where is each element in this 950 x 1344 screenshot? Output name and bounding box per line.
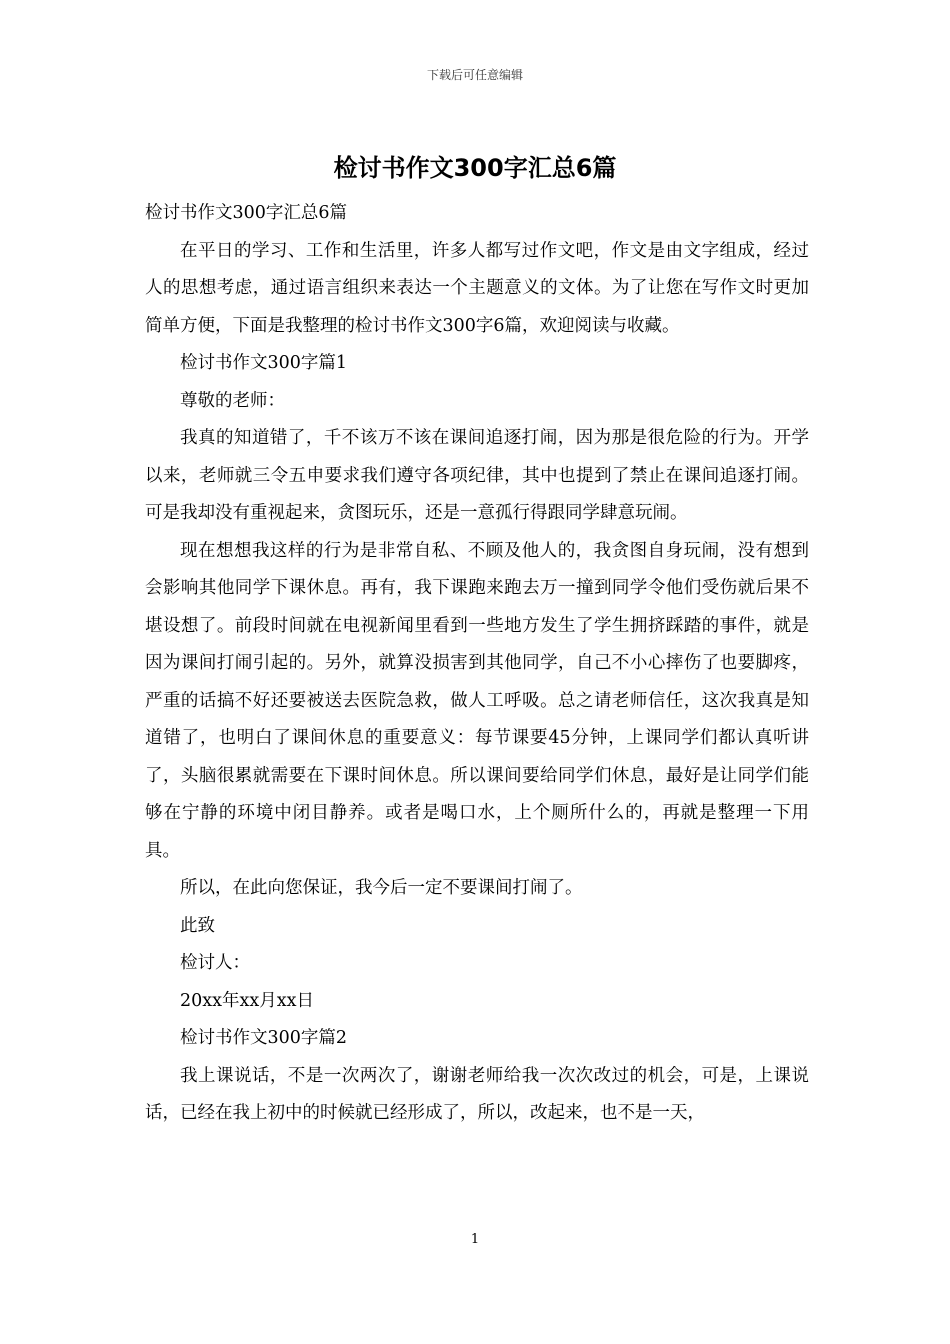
body-paragraph: 所以，在此向您保证，我今后一定不要课间打闹了。 — [180, 878, 583, 898]
body-paragraph: 检讨书作文300字汇总6篇 — [145, 203, 348, 223]
document-body — [145, 195, 809, 1133]
page-header-note: 下载后可任意编辑 — [426, 68, 523, 82]
body-paragraph: 我上课说话，不是一次两次了，谢谢老师给我一次次改过的机会，可是，上课说话，已经在我上初中的时候就已经形成了，所以，改起来，也不是一天， — [145, 1065, 809, 1123]
body-paragraph: 我真的知道错了，千不该万不该在课间追逐打闹，因为那是很危险的行为。开学以来，老师就三令五申要求我们遵守各项纪律，其中也提到了禁止在课间追逐打闹。可是我却没有重视起来，贪图玩乐，还是一意孤行得跟同学肆意玩闹。 — [145, 428, 809, 523]
salutation: 尊敬的老师： — [180, 390, 285, 411]
section-heading: 检讨书作文300字篇2 — [180, 1028, 348, 1048]
closing: 此致 — [180, 915, 215, 936]
body-paragraph: 现在想想我这样的行为是非常自私、不顾及他人的，我贪图自身玩闹，没有想到会影响其他同学下课休息。再有，我下课跑来跑去万一撞到同学令他们受伤就后果不堪设想了。前段时间就在电视新闻里看到一些地方发生了学生拥挤踩踏的事件，就是因为课间打闹引起的。另外，就算没损害到其他同学，自己不小心摔伤了也要脚疼，严重的话搞不好还要被送去医院急救，做人工呼吸。总之请老师信任，这次我真是知道错了，也明白了课间休息的重要意义：每节课要45分钟，上课同学们都认真听讲了，头脑很累就需要在下课时间休息。所以课间要给同学们休息，最好是让同学们能够在宁静的环境中闭目静养。或者是喝口水，上个厕所什么的，再就是整理一下用具。 — [145, 540, 809, 861]
page-number: 1 — [470, 1232, 480, 1247]
signature-label: 检讨人： — [180, 953, 250, 973]
date-line: 20xx年xx月xx日 — [180, 990, 314, 1011]
section-heading: 检讨书作文300字篇1 — [180, 353, 348, 373]
document-title: 检讨书作文300字汇总6篇 — [333, 154, 617, 182]
body-paragraph: 在平日的学习、工作和生活里，许多人都写过作文吧，作文是由文字组成，经过人的思想考虑，通过语言组织来表达一个主题意义的文体。为了让您在写作文时更加简单方便，下面是我整理的检讨书作文300字6篇，欢迎阅读与收藏。 — [145, 240, 809, 336]
